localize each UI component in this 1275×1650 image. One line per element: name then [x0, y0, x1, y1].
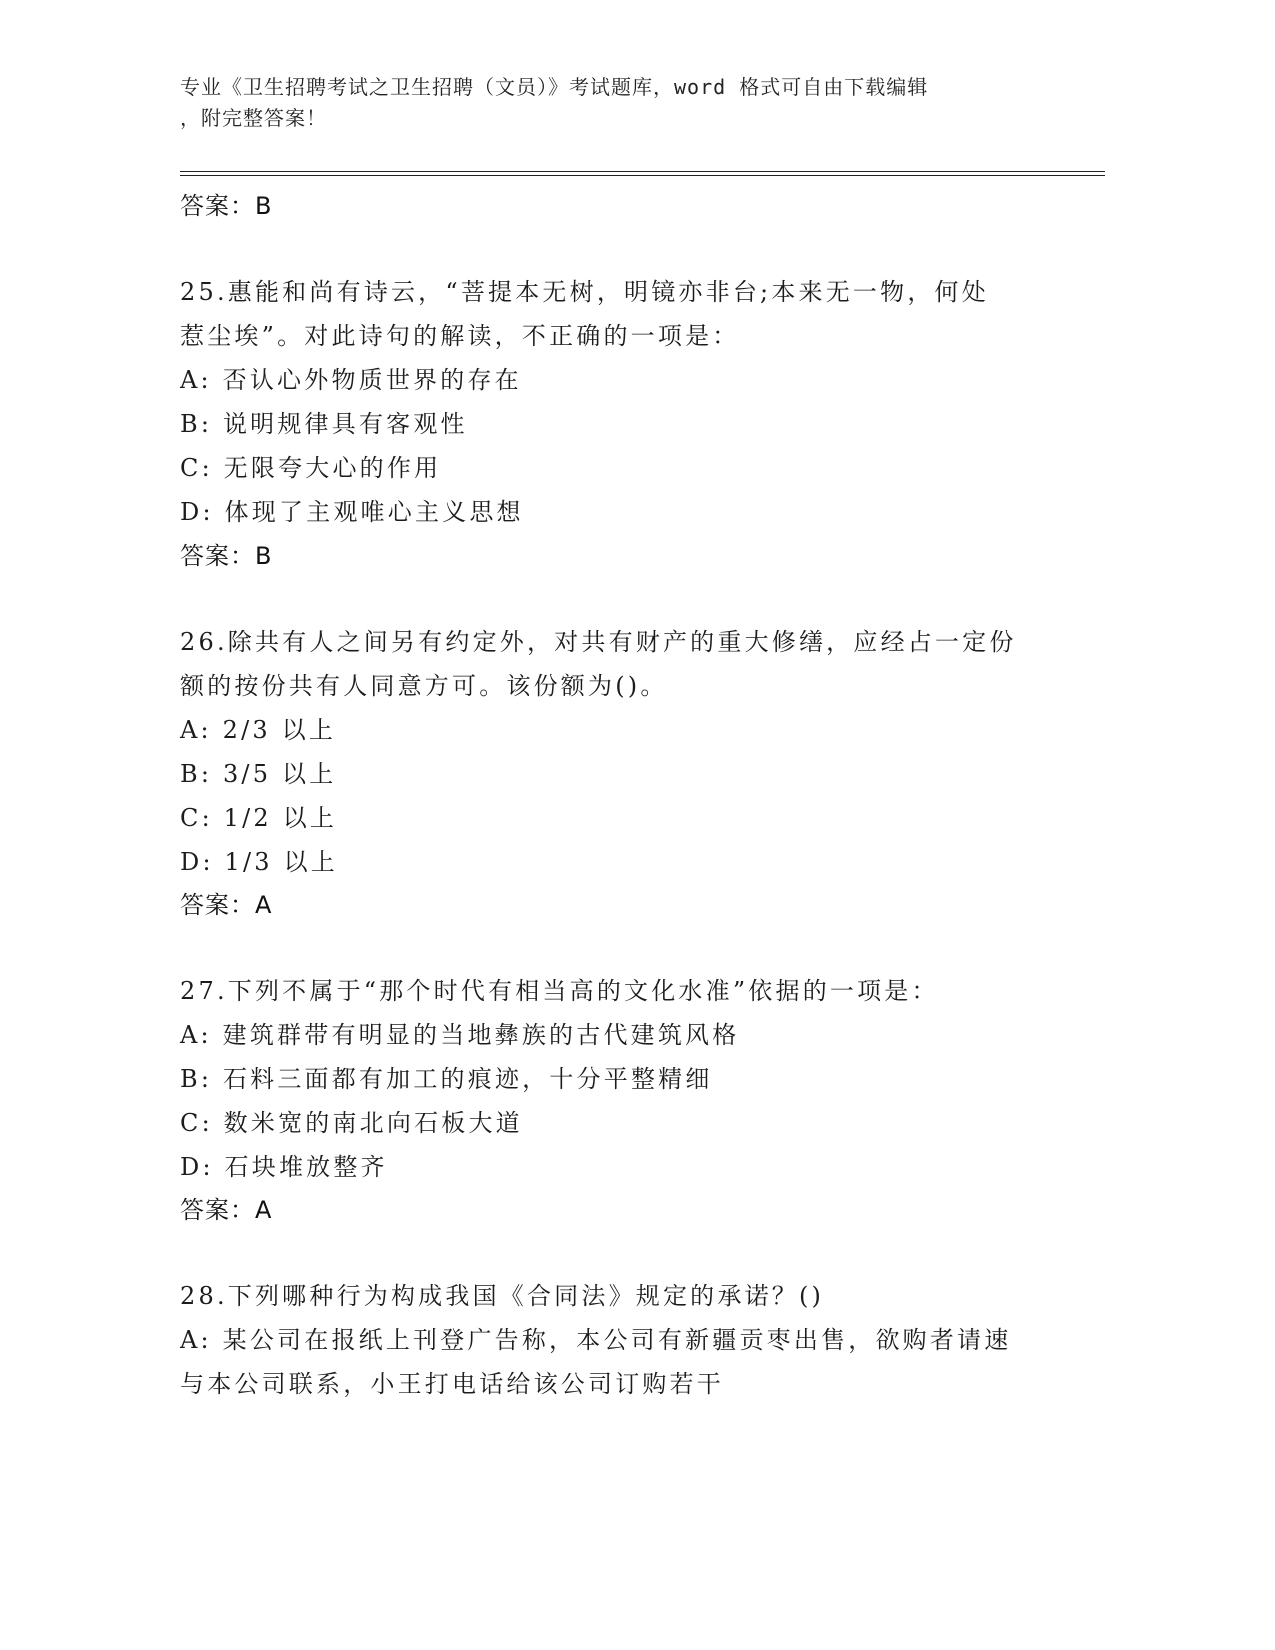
answer-previous: 答案：B	[180, 192, 273, 220]
q26-option-b: B: 3/5 以上	[180, 760, 337, 788]
header-line-1: 专业《卫生招聘考试之卫生招聘（文员）》考试题库，word 格式可自由下载编辑	[180, 75, 929, 99]
q25-option-b: B: 说明规律具有客观性	[180, 410, 468, 438]
q25-option-c: C: 无限夸大心的作用	[180, 454, 442, 482]
q28-option-a-line-1: A: 某公司在报纸上刊登广告称，本公司有新疆贡枣出售，欲购者请速	[180, 1326, 1012, 1354]
q28-stem-line-1: 28.下列哪种行为构成我国《合同法》规定的承诺？()	[180, 1282, 825, 1310]
q26-option-d: D: 1/3 以上	[180, 848, 339, 876]
q28-option-a-line-2: 与本公司联系，小王打电话给该公司订购若干	[180, 1370, 724, 1398]
q25-option-d: D: 体现了主观唯心主义思想	[180, 498, 524, 526]
q26-option-c: C: 1/2 以上	[180, 804, 338, 832]
q27-option-d: D: 石块堆放整齐	[180, 1153, 388, 1181]
q27-answer: 答案：A	[180, 1196, 273, 1224]
header-rule-top	[180, 171, 1105, 172]
page-header	[180, 72, 1040, 134]
header-line-2: ，附完整答案！	[180, 106, 327, 130]
header-rule-bottom	[180, 175, 1105, 176]
q26-stem-line-2: 额的按份共有人同意方可。该份额为()。	[180, 672, 668, 700]
q27-option-a: A: 建筑群带有明显的当地彝族的古代建筑风格	[180, 1021, 740, 1049]
q25-answer: 答案：B	[180, 542, 273, 570]
q25-stem-line-2: 惹尘埃”。对此诗句的解读，不正确的一项是：	[180, 322, 740, 350]
q26-answer: 答案：A	[180, 891, 273, 919]
q27-option-b: B: 石料三面都有加工的痕迹，十分平整精细	[180, 1065, 713, 1093]
q26-option-a: A: 2/3 以上	[180, 716, 337, 744]
q27-stem-line-1: 27.下列不属于“那个时代有相当高的文化水准”依据的一项是：	[180, 977, 939, 1005]
q27-option-c: C: 数米宽的南北向石板大道	[180, 1109, 523, 1137]
q25-option-a: A: 否认心外物质世界的存在	[180, 366, 522, 394]
q25-stem-line-1: 25.惠能和尚有诗云，“菩提本无树，明镜亦非台;本来无一物，何处	[180, 278, 989, 306]
q26-stem-line-1: 26.除共有人之间另有约定外，对共有财产的重大修缮，应经占一定份	[180, 628, 1017, 656]
